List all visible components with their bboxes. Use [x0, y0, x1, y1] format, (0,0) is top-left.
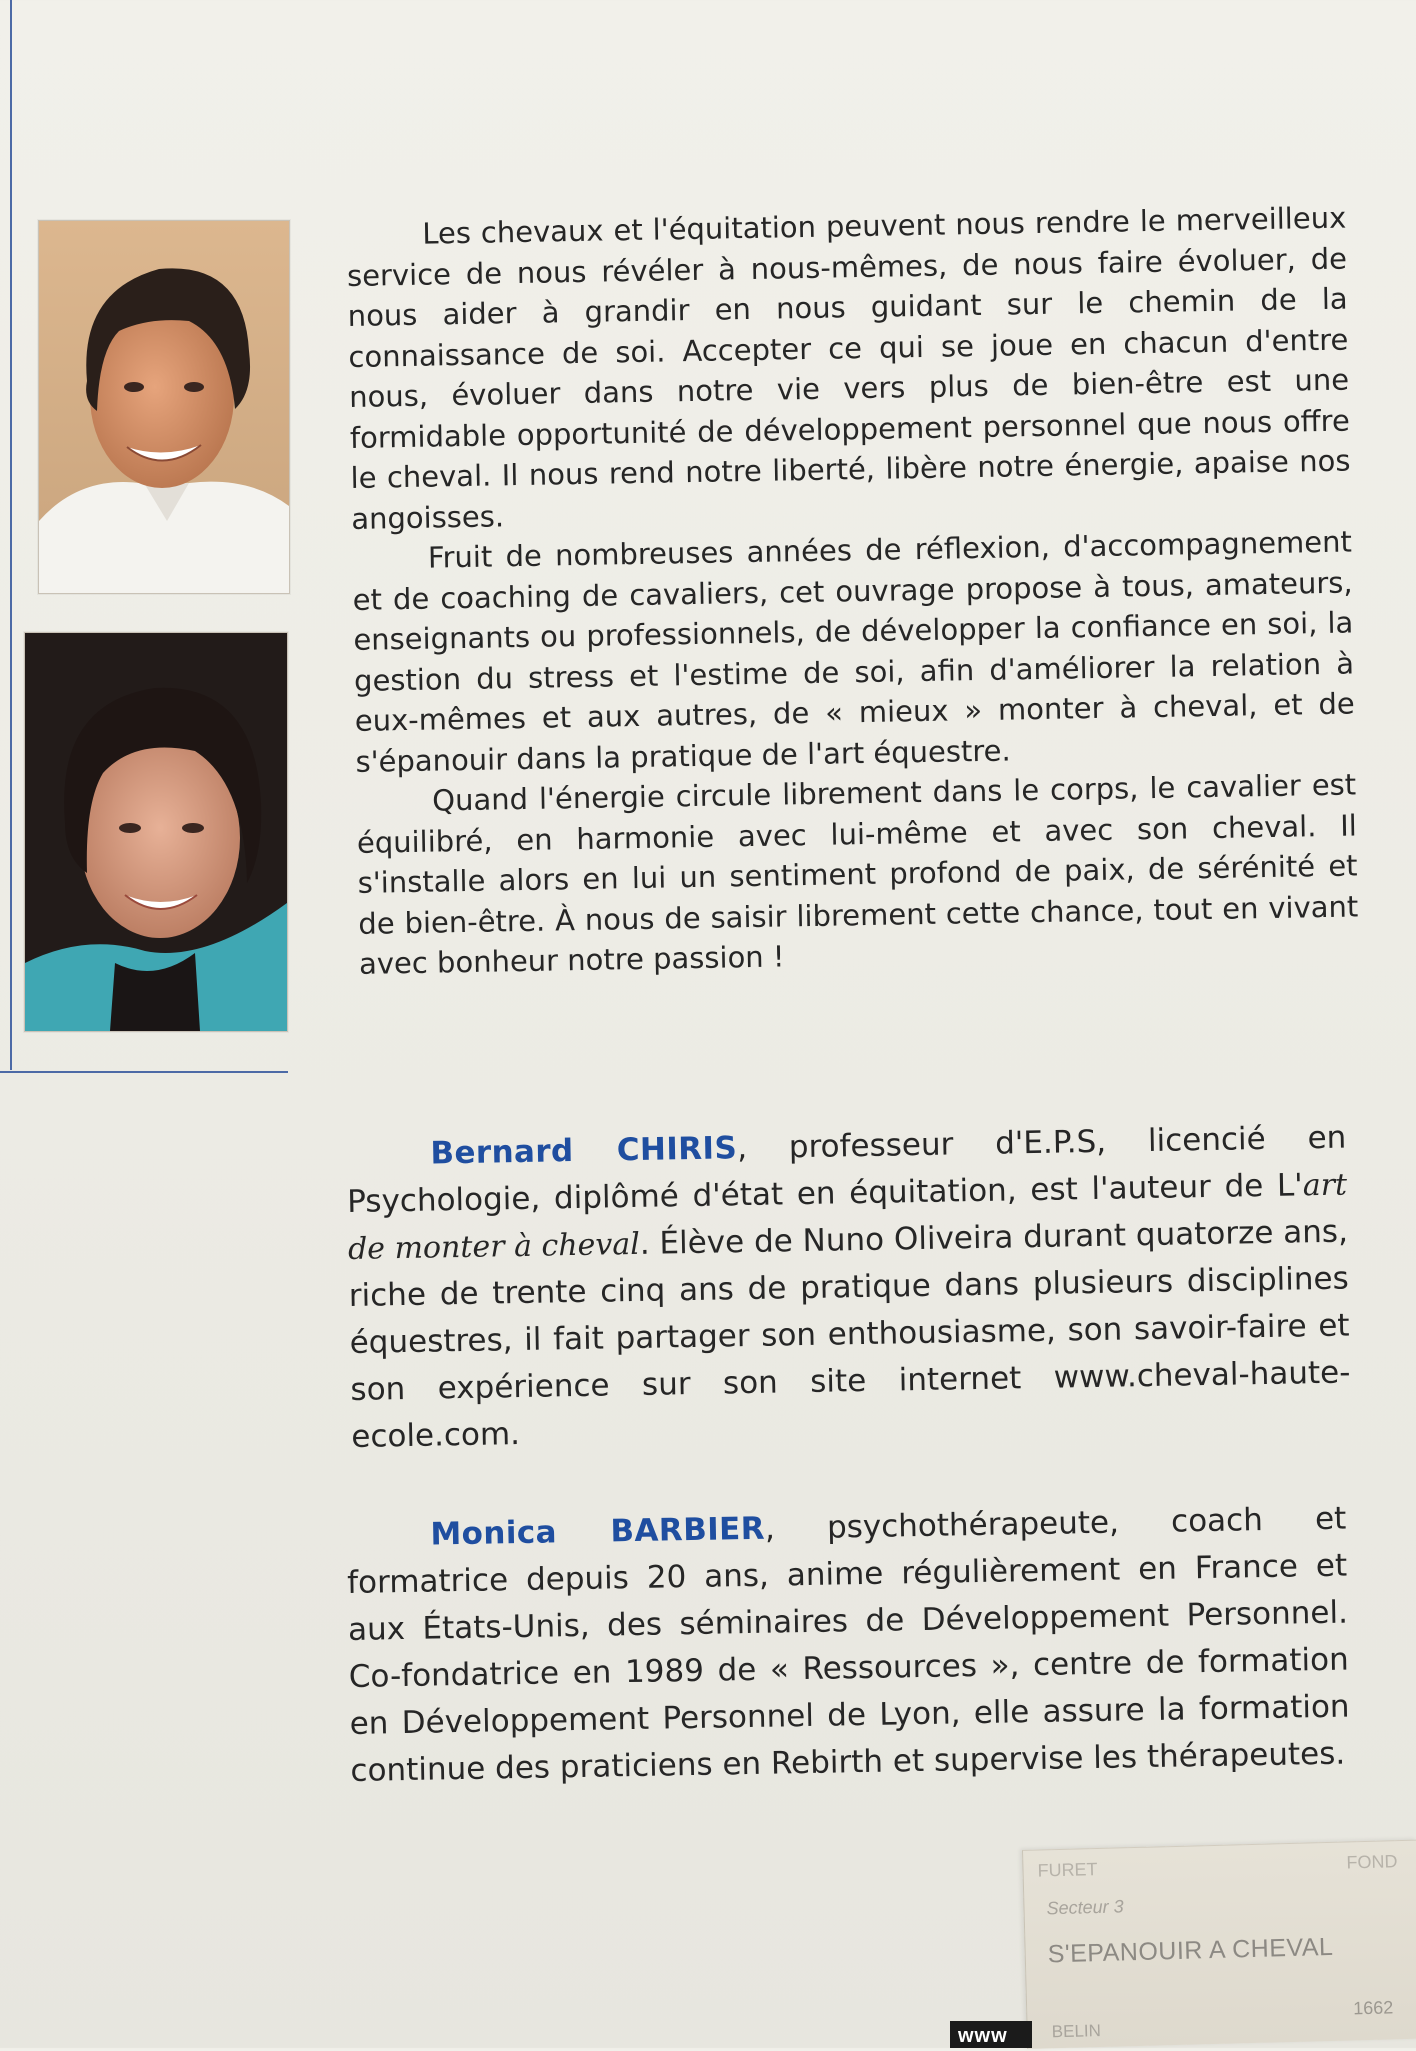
- left-vertical-rule: [10, 0, 12, 1070]
- bio-bernard-part2: . Élève de Nuno Oliveira durant quatorze ans, riche de trente cinq ans de pratique dans plusieurs disciplines équestres, il fait partager son enthousiasme, son savoir-faire et son expérience sur son site internet www.cheval-haute-ecole.com.: [348, 1213, 1351, 1455]
- author-name-monica: Monica BARBIER: [430, 1510, 766, 1553]
- author-name-bernard: Bernard CHIRIS: [430, 1130, 738, 1172]
- intro-paragraph-3: Quand l'énergie circule librement dans le corps, le cavalier est équilibré, en harmonie avec lui-même et avec son cheval. Il s'installe alors en lui un sentiment profond de paix, de sérénité et de bien-être. À nous de saisir librement cette chance, tout en vivant avec bonheur notre passion !: [356, 767, 1359, 981]
- author-bio-monica: [346, 1496, 1351, 1795]
- sticker-top-left: FURET: [1037, 1859, 1098, 1881]
- library-sticker: [1022, 1840, 1416, 2049]
- bio-monica-text: , psychothérapeute, coach et formatrice depuis 20 ans, anime régulièrement en France et aux États-Unis, des séminaires de Développement Personnel. Co-fondatrice en 1989 de « Ressources », centre de formation en Développement Personnel de Lyon, elle assure la formation continue des praticiens en Rebirth et supervise les thérapeutes.: [346, 1500, 1350, 1789]
- intro-paragraph-2: Fruit de nombreuses années de réflexion, d'accompagnement et de coaching de cavaliers, cet ouvrage propose à tous, amateurs, enseignants ou professionnels, de développer la confiance en soi, la gestion du stress et l'estime de soi, afin d'améliorer la relation à eux-mêmes et aux autres, de « mieux » monter à cheval, et de s'épanouir dans la pratique de l'art équestre.: [352, 524, 1355, 779]
- portrait-woman-illustration: [25, 633, 287, 1031]
- www-label: www: [950, 2021, 1032, 2048]
- author-bio-bernard: [346, 1115, 1352, 1461]
- sticker-header: [1037, 1851, 1397, 1881]
- bio-bernard-part1: , professeur d'E.P.S, licencié en Psychologie, diplômé d'état en équitation, est l'auteur de L': [346, 1119, 1347, 1220]
- left-horizontal-rule: [0, 1071, 288, 1073]
- sticker-top-right: FOND: [1346, 1851, 1398, 1873]
- sticker-title: S'EPANOUIR A CHEVAL: [1047, 1932, 1334, 1969]
- sticker-sector: Secteur 3: [1046, 1896, 1124, 1919]
- portrait-man-illustration: [39, 221, 289, 593]
- sticker-brand: BELIN: [1051, 2021, 1102, 2042]
- sticker-number: 1662: [1352, 1997, 1394, 2019]
- author-photo-monica: [24, 632, 288, 1032]
- intro-paragraph-1: Les chevaux et l'équitation peuvent nous rendre le merveilleux service de nous révéler à nous-mêmes, de nous faire évoluer, de nous aider à grandir en nous guidant sur le chemin de la connaissance de soi. Accepter ce qui se joue en chacun d'entre nous, évoluer dans notre vie vers plus de bien-être est une formidable opportunité de développement personnel que nous offre le cheval. Il nous rend notre liberté, libère notre énergie, apaise nos angoisses.: [346, 200, 1351, 536]
- intro-text: [346, 198, 1359, 985]
- author-photo-bernard: [38, 220, 290, 594]
- book-title: art de monter à cheval: [347, 1167, 1348, 1267]
